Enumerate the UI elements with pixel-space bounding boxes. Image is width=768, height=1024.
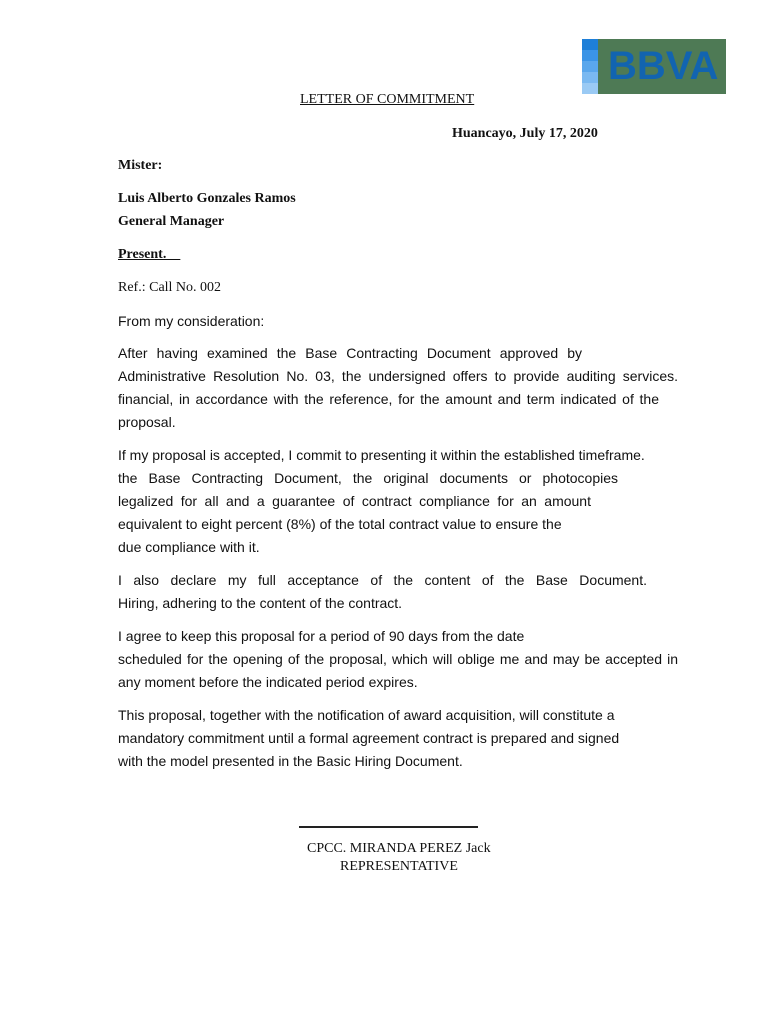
paragraph-line: legalized for all and a guarantee of contract compliance for an amount	[118, 493, 591, 509]
paragraph-line: the Base Contracting Document, the original documents or photocopies	[118, 470, 618, 486]
present-label: Present.	[118, 247, 181, 262]
paragraph-line: I also declare my full acceptance of the content of the Base Document.	[118, 572, 647, 588]
paragraph-line: equivalent to eight percent (8%) of the total contract value to ensure the	[118, 516, 562, 532]
paragraph-line: Administrative Resolution No. 03, the undersigned offers to provide auditing services.	[118, 368, 678, 384]
salutation: Mister:	[118, 158, 163, 173]
signatory-role: REPRESENTATIVE	[340, 859, 458, 874]
paragraph-line: I agree to keep this proposal for a period of 90 days from the date	[118, 628, 525, 644]
paragraph-examination	[118, 342, 678, 434]
paragraph-line: any moment before the indicated period expires.	[118, 674, 418, 690]
bbva-logo	[582, 39, 726, 94]
paragraph-line: If my proposal is accepted, I commit to presenting it within the established timeframe.	[118, 447, 645, 463]
paragraph-line: mandatory commitment until a formal agreement contract is prepared and signed	[118, 730, 620, 746]
paragraph-line: Hiring, adhering to the content of the contract.	[118, 595, 403, 611]
signature-line	[299, 826, 478, 828]
document-title: LETTER OF COMMITMENT	[300, 92, 475, 107]
recipient-name: Luis Alberto Gonzales Ramos	[118, 191, 296, 206]
paragraph-line: due compliance with it.	[118, 539, 260, 555]
paragraph-validity	[118, 625, 678, 694]
greeting: From my consideration:	[118, 313, 265, 329]
paragraph-line: with the model presented in the Basic Hiring Document.	[118, 753, 463, 769]
paragraph-line: financial, in accordance with the reference, for the amount and term indicated of the	[118, 391, 659, 407]
paragraph-declaration	[118, 569, 678, 615]
paragraph-line: After having examined the Base Contracting Document approved by	[118, 345, 582, 361]
signatory-name: CPCC. MIRANDA PEREZ Jack	[307, 841, 491, 856]
place-date: Huancayo, July 17, 2020	[452, 126, 598, 141]
paragraph-line: This proposal, together with the notification of award acquisition, will constitute a	[118, 707, 615, 723]
recipient-position: General Manager	[118, 214, 225, 229]
paragraph-line: scheduled for the opening of the proposal, which will oblige me and may be accepted in	[118, 651, 678, 667]
logo-text: BBVA	[608, 44, 719, 88]
reference-line: Ref.: Call No. 002	[118, 280, 222, 295]
paragraph-line: proposal.	[118, 414, 176, 430]
paragraph-acceptance	[118, 444, 678, 559]
logo-stripes	[582, 39, 598, 94]
paragraph-commitment	[118, 704, 678, 773]
